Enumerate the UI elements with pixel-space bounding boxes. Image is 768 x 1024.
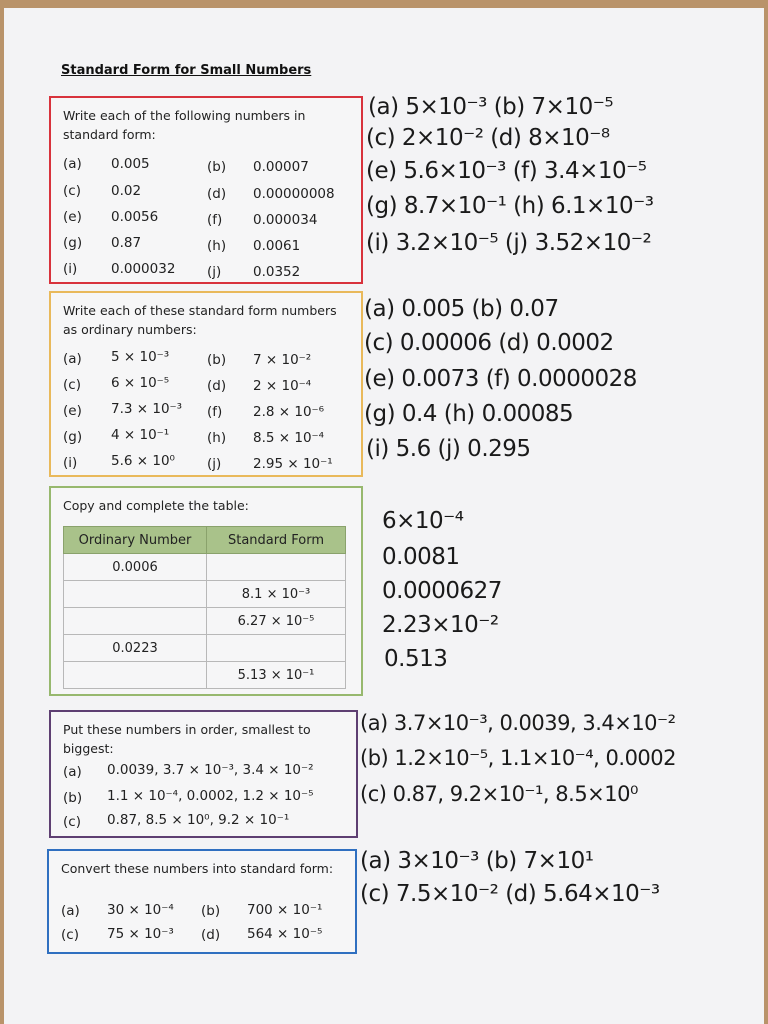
answer-line: (b) 1.2×10⁻⁵, 1.1×10⁻⁴, 0.0002 (360, 746, 677, 770)
section-instruction: Put these numbers in order, smallest to biggest: (63, 722, 311, 756)
question-value: 564 × 10⁻⁵ (247, 926, 323, 942)
question-value: 0.02 (111, 183, 142, 199)
table-header-row (64, 527, 346, 554)
question-label: (b) (63, 790, 83, 806)
question-label: (h) (207, 430, 227, 446)
question-value: 0.00007 (253, 159, 309, 175)
section-order-numbers (49, 710, 358, 838)
conversion-table (63, 526, 346, 689)
question-value: 2.95 × 10⁻¹ (253, 456, 333, 472)
answer-line: (e) 0.0073 (f) 0.0000028 (364, 366, 637, 392)
section-write-standard-form (49, 96, 363, 284)
question-value: 0.0352 (253, 264, 301, 280)
question-value: 700 × 10⁻¹ (247, 902, 323, 918)
column-header: Standard Form (207, 527, 346, 554)
table-cell (64, 608, 207, 635)
answer-line: 2.23×10⁻² (382, 612, 499, 638)
table-cell (207, 554, 346, 581)
table-row (64, 581, 346, 608)
question-label: (d) (207, 378, 227, 394)
question-label: (a) (63, 156, 82, 172)
question-value: 0.87, 8.5 × 10⁰, 9.2 × 10⁻¹ (107, 812, 290, 828)
question-label: (a) (63, 351, 82, 367)
section-instruction: Write each of these standard form numbers as ordinary numbers: (63, 303, 337, 337)
question-label: (f) (207, 404, 223, 420)
question-value: 2 × 10⁻⁴ (253, 378, 312, 394)
table-cell: 8.1 × 10⁻³ (207, 581, 346, 608)
question-label: (g) (63, 429, 83, 445)
question-label: (e) (63, 209, 82, 225)
question-label: (b) (207, 159, 227, 175)
table-cell (207, 635, 346, 662)
answer-line: (g) 0.4 (h) 0.00085 (364, 401, 574, 427)
question-label: (j) (207, 456, 222, 472)
answer-line: 0.513 (384, 646, 448, 672)
question-value: 0.00000008 (253, 186, 335, 202)
question-value: 7 × 10⁻² (253, 352, 312, 368)
table-cell (64, 662, 207, 689)
question-label: (d) (201, 927, 221, 943)
question-label: (b) (201, 903, 221, 919)
answer-line: (g) 8.7×10⁻¹ (h) 6.1×10⁻³ (366, 193, 654, 219)
question-value: 0.000032 (111, 261, 176, 277)
section-convert-standard-form (47, 849, 357, 954)
question-label: (c) (63, 183, 81, 199)
question-value: 0.0039, 3.7 × 10⁻³, 3.4 × 10⁻² (107, 762, 314, 778)
answer-line: (c) 7.5×10⁻² (d) 5.64×10⁻³ (360, 881, 660, 907)
question-label: (h) (207, 238, 227, 254)
question-value: 7.3 × 10⁻³ (111, 401, 183, 417)
column-header: Ordinary Number (64, 527, 207, 554)
worksheet-title: Standard Form for Small Numbers (61, 63, 312, 78)
question-value: 0.000034 (253, 212, 318, 228)
question-value: 0.005 (111, 156, 150, 172)
section-instruction: Convert these numbers into standard form: (61, 861, 334, 876)
question-value: 2.8 × 10⁻⁶ (253, 404, 325, 420)
question-label: (c) (61, 927, 79, 943)
question-label: (g) (63, 235, 83, 251)
table-cell: 0.0006 (64, 554, 207, 581)
answer-line: (a) 3.7×10⁻³, 0.0039, 3.4×10⁻² (360, 711, 676, 735)
question-label: (i) (63, 261, 78, 277)
question-label: (f) (207, 212, 223, 228)
answer-line: (c) 0.87, 9.2×10⁻¹, 8.5×10⁰ (360, 782, 638, 806)
question-value: 5 × 10⁻³ (111, 349, 170, 365)
worksheet-paper (4, 8, 764, 1024)
question-value: 1.1 × 10⁻⁴, 0.0002, 1.2 × 10⁻⁵ (107, 788, 314, 804)
answer-line: (a) 5×10⁻³ (b) 7×10⁻⁵ (368, 94, 614, 120)
table-cell: 6.27 × 10⁻⁵ (207, 608, 346, 635)
answer-line: (e) 5.6×10⁻³ (f) 3.4×10⁻⁵ (366, 158, 647, 184)
table-cell: 5.13 × 10⁻¹ (207, 662, 346, 689)
section-write-ordinary (49, 291, 363, 477)
question-label: (b) (207, 352, 227, 368)
section-complete-table (49, 486, 363, 696)
question-label: (i) (63, 455, 78, 471)
question-value: 0.0056 (111, 209, 159, 225)
answer-line: (a) 0.005 (b) 0.07 (364, 296, 559, 322)
question-label: (a) (63, 764, 82, 780)
question-value: 0.0061 (253, 238, 301, 254)
answer-line: (i) 5.6 (j) 0.295 (366, 436, 531, 462)
question-value: 6 × 10⁻⁵ (111, 375, 170, 391)
answer-line: 6×10⁻⁴ (382, 508, 464, 534)
question-value: 5.6 × 10⁰ (111, 453, 175, 469)
question-label: (d) (207, 186, 227, 202)
table-row (64, 608, 346, 635)
answer-line: (c) 2×10⁻² (d) 8×10⁻⁸ (366, 125, 610, 151)
question-value: 75 × 10⁻³ (107, 926, 174, 942)
question-label: (e) (63, 403, 82, 419)
question-label: (j) (207, 264, 222, 280)
question-label: (c) (63, 814, 81, 830)
question-value: 8.5 × 10⁻⁴ (253, 430, 325, 446)
table-row (64, 554, 346, 581)
table-cell: 0.0223 (64, 635, 207, 662)
table-row (64, 662, 346, 689)
answer-line: (c) 0.00006 (d) 0.0002 (364, 330, 614, 356)
question-value: 4 × 10⁻¹ (111, 427, 170, 443)
answer-line: (a) 3×10⁻³ (b) 7×10¹ (360, 848, 594, 874)
question-value: 0.87 (111, 235, 142, 251)
table-cell (64, 581, 207, 608)
answer-line: 0.0081 (382, 544, 460, 570)
answer-line: 0.0000627 (382, 578, 502, 604)
section-instruction: Write each of the following numbers in standard form: (63, 108, 306, 142)
section-instruction: Copy and complete the table: (63, 498, 249, 513)
question-label: (a) (61, 903, 80, 919)
table-row (64, 635, 346, 662)
question-label: (c) (63, 377, 81, 393)
question-value: 30 × 10⁻⁴ (107, 902, 174, 918)
answer-line: (i) 3.2×10⁻⁵ (j) 3.52×10⁻² (366, 230, 652, 256)
